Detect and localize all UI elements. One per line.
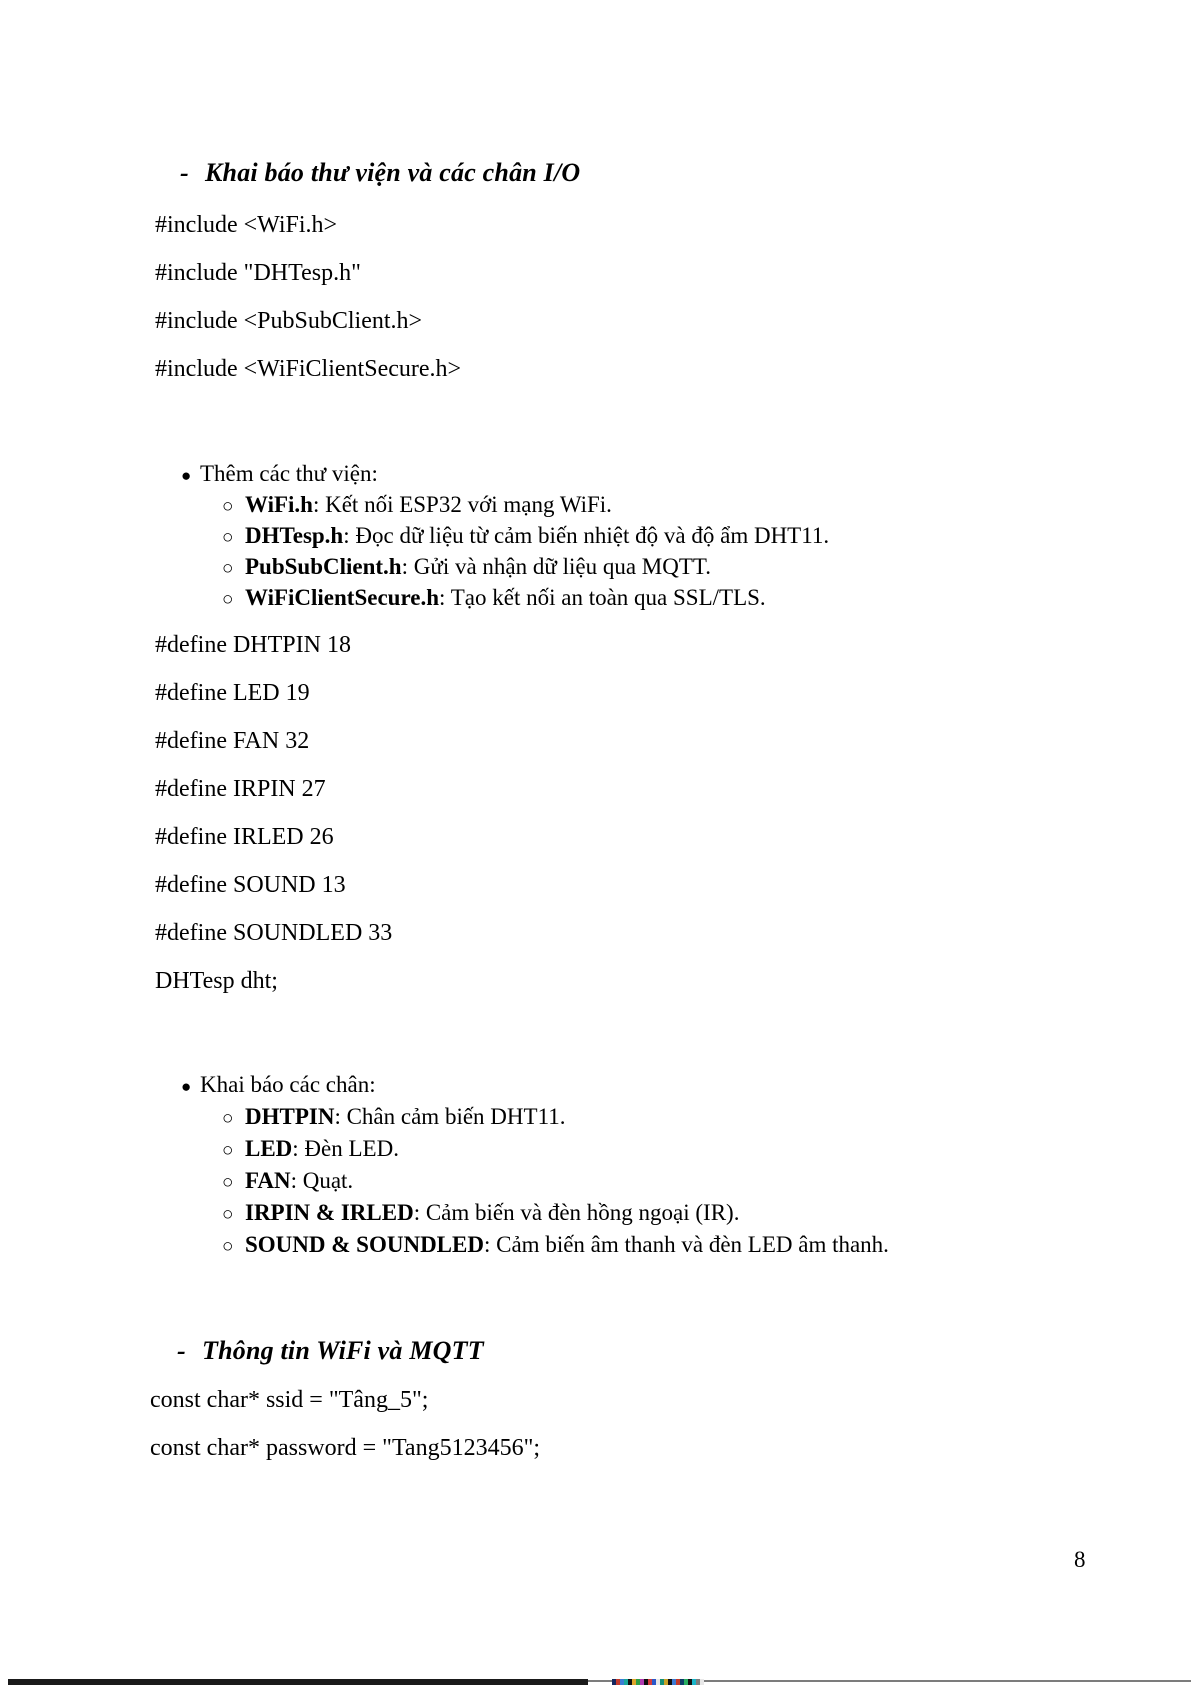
filled-bullet-icon: ● [181,1077,192,1096]
ssid-line: const char* ssid = "Tâng_5"; [150,1387,429,1413]
list-item-term: WiFi.h [245,492,313,517]
define-line: #define DHTPIN 18 [155,632,351,658]
list-item-desc: : Kết nối ESP32 với mạng WiFi. [312,492,612,517]
list-item-desc: : Chân cảm biến DHT11. [334,1104,566,1129]
wifi-code-block [150,1376,540,1472]
include-block [155,201,461,393]
hollow-bullet-icon: ○ [222,1140,234,1161]
hollow-bullet-icon: ○ [222,1172,234,1193]
list-item-term: DHTesp.h [245,523,344,548]
list-title: Thêm các thư viện: [200,461,378,486]
define-line: #define FAN 32 [155,728,310,754]
list-title: Khai báo các chân: [200,1072,376,1097]
list-item [222,490,829,521]
list-item-term: LED [245,1136,293,1161]
taskbar-sliver[interactable] [8,1679,588,1685]
heading-text: Khai báo thư viện và các chân I/O [205,158,581,187]
hollow-bullet-icon: ○ [222,558,234,579]
code-line-dhtesp: DHTesp dht; [155,968,278,994]
taskbar-icons-strip[interactable] [612,1679,704,1685]
list-item-term: FAN [245,1168,291,1193]
list-item-desc: : Gửi và nhận dữ liệu qua MQTT. [401,554,711,579]
define-line: #define SOUND 13 [155,872,346,898]
list-item-term: IRPIN & IRLED [245,1200,414,1225]
heading-khai-bao-thu-vien [180,158,580,188]
list-item [222,521,829,552]
list-item-term: DHTPIN [245,1104,335,1129]
heading-thong-tin-wifi [177,1336,484,1366]
list-item-term: SOUND & SOUNDLED [245,1232,484,1257]
hollow-bullet-icon: ○ [222,1108,234,1129]
list-item-term: WiFiClientSecure.h [245,585,440,610]
list-item-term: PubSubClient.h [245,554,402,579]
include-line: #include <WiFiClientSecure.h> [155,356,462,382]
list-item [222,583,829,614]
list-item [222,552,829,583]
heading-dash: - [180,158,189,187]
hollow-bullet-icon: ○ [222,1236,234,1257]
list-item-desc: : Cảm biến và đèn hồng ngoại (IR). [413,1200,740,1225]
filled-bullet-icon: ● [181,466,192,485]
list-item-desc: : Quạt. [290,1168,354,1193]
pins-list [181,1070,889,1262]
include-line: #include <PubSubClient.h> [155,308,423,334]
define-line: #define IRLED 26 [155,824,334,850]
list-title-row [181,459,829,490]
libraries-list [181,459,829,614]
password-line: const char* password = "Tang5123456"; [150,1435,541,1461]
define-line: #define LED 19 [155,680,310,706]
define-line: #define IRPIN 27 [155,776,326,802]
list-item-desc: : Tạo kết nối an toàn qua SSL/TLS. [439,585,766,610]
list-item-desc: : Đèn LED. [292,1136,399,1161]
heading-text: Thông tin WiFi và MQTT [202,1336,484,1365]
heading-dash: - [177,1336,186,1365]
include-line: #include "DHTesp.h" [155,260,361,286]
define-line: #define SOUNDLED 33 [155,920,393,946]
hollow-bullet-icon: ○ [222,496,234,517]
list-title-row [181,1070,889,1102]
define-block [155,621,392,1005]
list-item-desc: : Đọc dữ liệu từ cảm biến nhiệt độ và độ ẩm DHT11. [343,523,830,548]
list-item [222,1134,889,1166]
list-item [222,1198,889,1230]
list-item [222,1102,889,1134]
list-item [222,1166,889,1198]
page-number: 8 [1074,1547,1086,1572]
include-line: #include <WiFi.h> [155,212,338,238]
hollow-bullet-icon: ○ [222,527,234,548]
list-item [222,1230,889,1262]
hollow-bullet-icon: ○ [222,589,234,610]
list-item-desc: : Cảm biến âm thanh và đèn LED âm thanh. [483,1232,889,1257]
hollow-bullet-icon: ○ [222,1204,234,1225]
